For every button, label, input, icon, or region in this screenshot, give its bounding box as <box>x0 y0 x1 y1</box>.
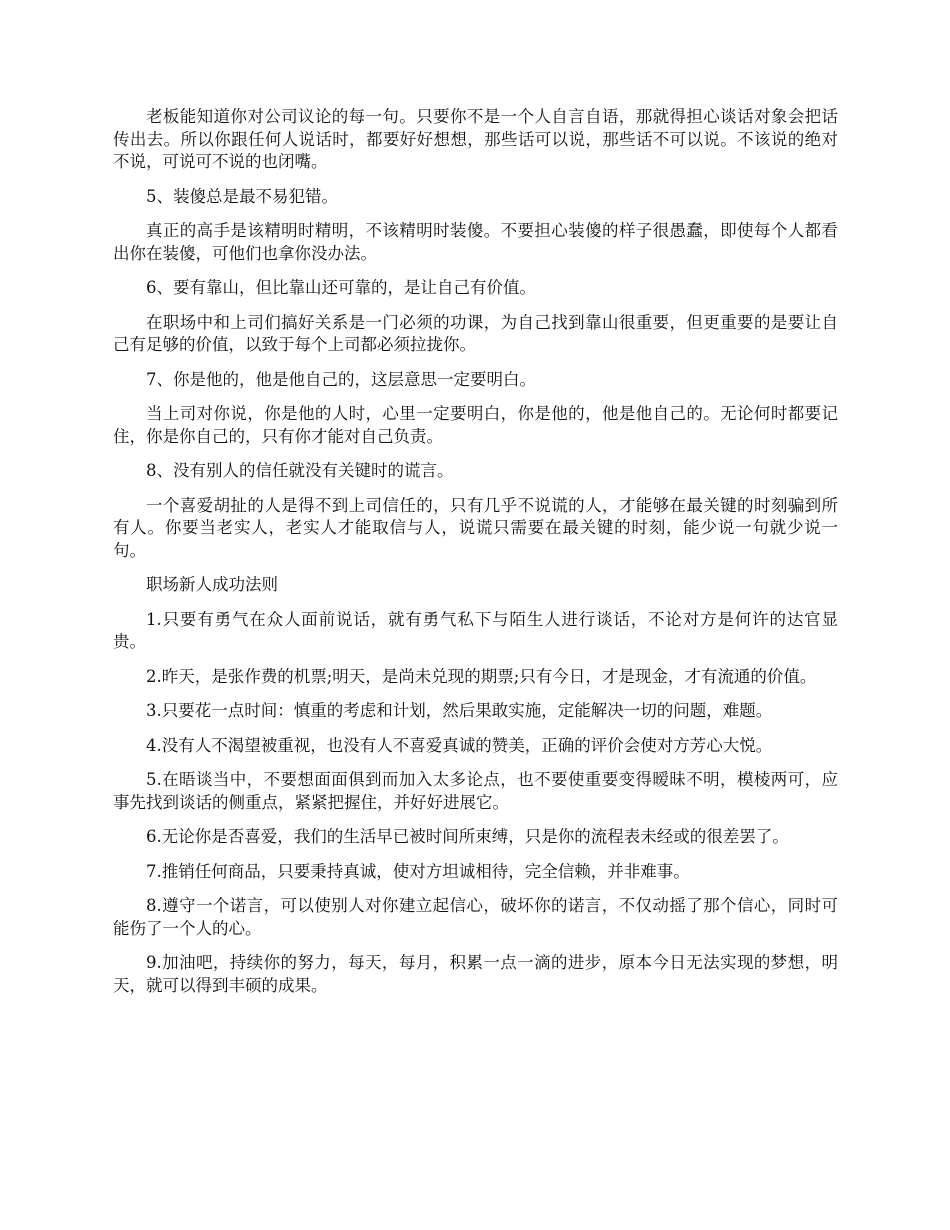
paragraph-backer: 在职场中和上司们搞好关系是一门必须的功课，为自己找到靠山很重要，但更重要的是要让自己有足够的价值，以致于每个上司都必须拉拢你。 <box>113 312 838 354</box>
rule-6: 6.无论你是否喜爱，我们的生活早已被时间所束缚，只是你的流程表未经或的很差罢了。 <box>146 827 789 846</box>
heading-5-play-dumb: 5、装傻总是最不易犯错。 <box>146 186 338 206</box>
rule-8: 8.遵守一个诺言，可以使别人对你建立起信心，破坏你的诺言，不仅动摇了那个信心，同时可能伤了一个人的心。 <box>113 896 838 938</box>
rule-9: 9.加油吧，持续你的努力，每天，每月，积累一点一滴的进步，原本今日无法实现的梦想，明天，就可以得到丰硕的成果。 <box>113 953 838 995</box>
section-title-success-rules: 职场新人成功法则 <box>146 575 278 594</box>
paragraph-yourself: 当上司对你说，你是他的人时，心里一定要明白，你是他的，他是他自己的。无论何时都要记住，你是你自己的，只有你才能对自己负责。 <box>113 404 838 446</box>
rule-4: 4.没有人不渴望被重视，也没有人不喜爱真诚的赞美，正确的评价会使对方芳心大悦。 <box>146 735 773 755</box>
paragraph-boss-hears-everything: 老板能知道你对公司议论的每一句。只要你不是一个人自言自语，那就得担心谈话对象会把话传出去。所以你跟任何人说话时，都要好好想想，那些话可以说，那些话不可以说。不该说的绝对不说，可说可不说的也闭嘴。 <box>113 107 838 171</box>
rule-5: 5.在晤谈当中，不要想面面俱到而加入太多论点，也不要使重要变得暧昧不明，模棱两可，应事先找到谈话的侧重点，紧紧把握住，并好好进展它。 <box>113 770 838 812</box>
paragraph-trust: 一个喜爱胡扯的人是得不到上司信任的，只有几乎不说谎的人，才能够在最关键的时刻骗到所有人。你要当老实人，老实人才能取信与人，说谎只需要在最关键的时刻，能少说一句就少说一句。 <box>113 495 838 560</box>
rule-2: 2.昨天，是张作费的机票;明天，是尚未兑现的期票;只有今日，才是现金，才有流通的价值。 <box>146 666 817 686</box>
rule-1: 1.只要有勇气在众人面前说话，就有勇气私下与陌生人进行谈话，不论对方是何许的达官显贵。 <box>113 609 838 651</box>
document-body <box>113 106 838 1009</box>
heading-7-yourself: 7、你是他的，他是他自己的，这层意思一定要明白。 <box>146 369 536 389</box>
paragraph-play-dumb: 真正的高手是该精明时精明，不该精明时装傻。不要担心装傻的样子很愚蠢，即使每个人都看出你在装傻，可他们也拿你没办法。 <box>113 221 838 263</box>
rule-3: 3.只要花一点时间：慎重的考虑和计划，然后果敢实施，定能解决一切的问题，难题。 <box>146 701 773 720</box>
rule-7: 7.推销任何商品，只要秉持真诚，使对方坦诚相待，完全信赖，并非难事。 <box>146 861 690 881</box>
heading-8-trust: 8、没有别人的信任就没有关键时的谎言。 <box>146 461 454 480</box>
heading-6-backer: 6、要有靠山，但比靠山还可靠的，是让自己有价值。 <box>146 278 536 297</box>
